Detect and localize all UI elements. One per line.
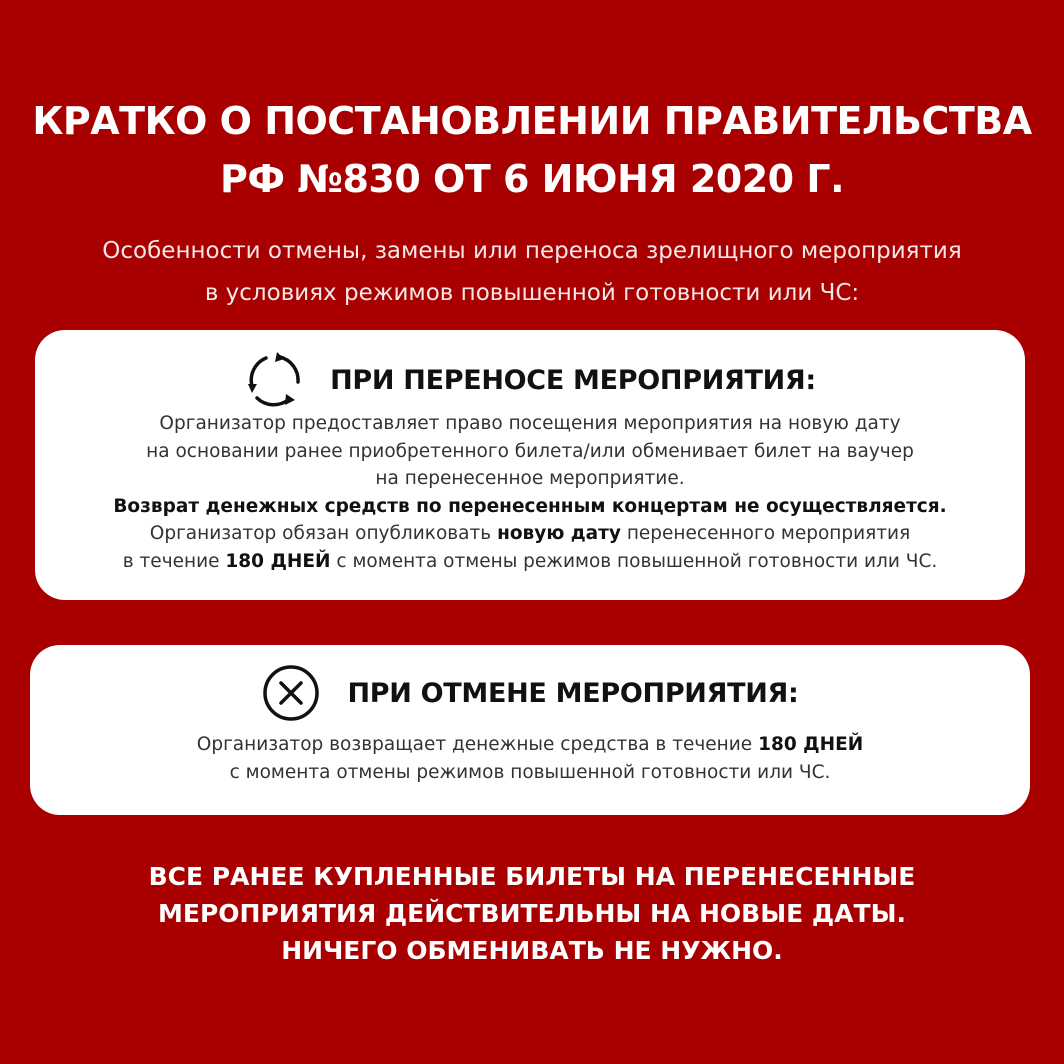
cancel-card-header [30,663,1030,723]
title-line-2: РФ №830 ОТ 6 ИЮНЯ 2020 Г. [220,157,844,201]
postpone-text-line: на перенесенное мероприятие. [375,468,685,489]
postpone-text-line [35,520,1025,548]
postpone-card-header [35,350,1025,410]
days-emphasis: 180 ДНЕЙ [758,734,864,755]
refresh-icon [244,350,304,410]
postpone-bold-line [35,493,1025,521]
cancel-card [30,645,1030,815]
postpone-card-title: ПРИ ПЕРЕНОСЕ МЕРОПРИЯТИЯ: [330,364,816,396]
publish-text-end: перенесенного мероприятия [620,523,911,544]
publish-text: Организатор обязан опубликовать [149,523,498,544]
new-date-emphasis: новую дату [497,523,621,544]
cancel-text-line: с момента отмены режимов повышенной готовности или ЧС. [229,761,831,783]
close-circle-icon [261,663,321,723]
refund-text: Организатор возвращает денежные средства в течение [196,734,759,755]
cancel-card-title: ПРИ ОТМЕНЕ МЕРОПРИЯТИЯ: [347,677,799,709]
term-text: в течение [122,550,226,572]
subtitle-line-1: Особенности отмены, замены или переноса зрелищного мероприятия [102,238,962,264]
footer-line-3: НИЧЕГО ОБМЕНИВАТЬ НЕ НУЖНО. [281,936,783,965]
title-line-1: КРАТКО О ПОСТАНОВЛЕНИИ ПРАВИТЕЛЬСТВА [32,99,1032,143]
cancel-card-body [30,731,1030,786]
cancel-text-line [30,731,1030,759]
footer-line-2: МЕРОПРИЯТИЯ ДЕЙСТВИТЕЛЬНЫ НА НОВЫЕ ДАТЫ. [158,899,906,928]
postpone-text-line [35,548,1025,576]
page-title [0,92,1064,208]
no-refund-notice: Возврат денежных средств по перенесенным концертам не осуществляется. [113,495,947,517]
subtitle-line-2: в условиях режимов повышенной готовности или ЧС: [204,280,860,306]
postpone-card [35,330,1025,600]
postpone-text-line: на основании ранее приобретенного билета/или обменивает билет на ваучер [146,440,914,462]
page-subtitle [0,230,1064,314]
postpone-text-line: Организатор предоставляет право посещения мероприятия на новую дату [159,413,901,434]
days-emphasis: 180 ДНЕЙ [225,550,331,572]
footer-notice [0,858,1064,969]
term-text-end: с момента отмены режимов повышенной готовности или ЧС. [330,550,938,572]
postpone-card-body [35,410,1025,575]
footer-line-1: ВСЕ РАНЕЕ КУПЛЕННЫЕ БИЛЕТЫ НА ПЕРЕНЕСЕННЫЕ [148,862,916,891]
